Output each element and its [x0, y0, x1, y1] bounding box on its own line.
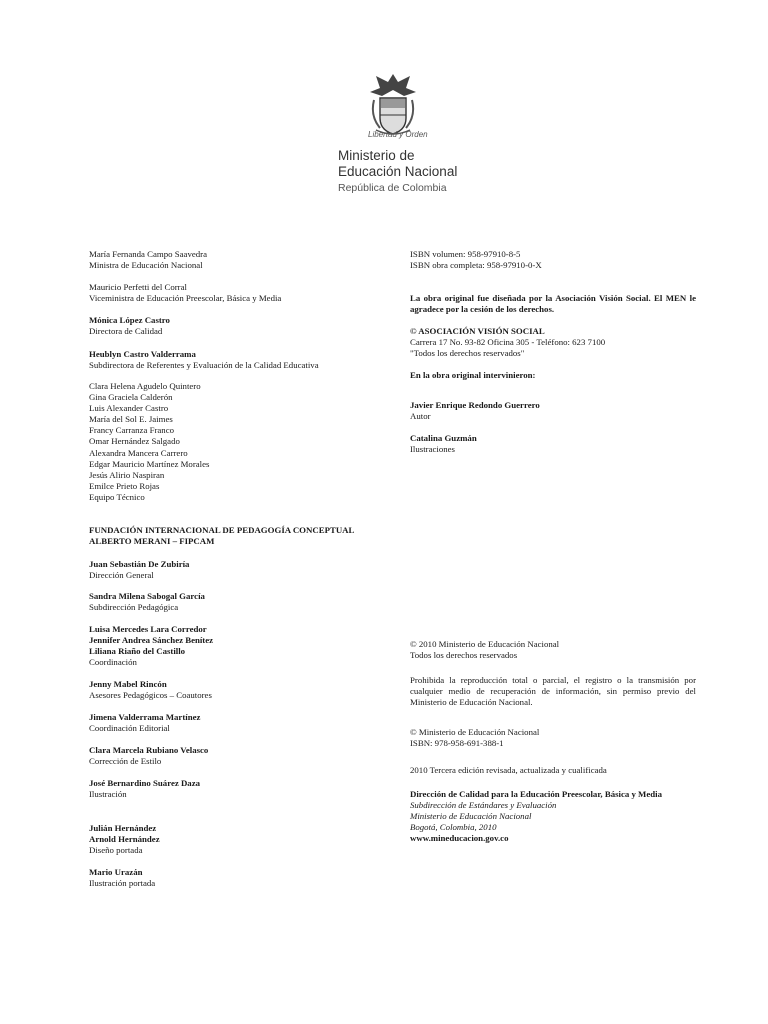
credit-role: Coordinación [89, 657, 137, 668]
credit-block [89, 624, 389, 668]
team-member: Gina Graciela Calderón [89, 392, 173, 403]
publication-place: Bogotá, Colombia, 2010 [410, 822, 497, 833]
team-member: Clara Helena Agudelo Quintero [89, 381, 201, 391]
ministry-line-1: Ministerio de [338, 148, 415, 163]
reproduction-notice: Prohibida la reproducción total o parcial, el registro o la transmisión por cualquier medio de recuperación de información, sin permiso previo del Ministerio de Educación Nacional. [410, 675, 696, 708]
subdirector-role: Subdirectora de Referentes y Evaluación de la Calidad Educativa [89, 360, 319, 371]
subdirector-name: Heublyn Castro Valderrama [89, 349, 196, 359]
illustrator-role: Ilustraciones [410, 444, 455, 455]
team-member: Edgar Mauricio Martínez Morales [89, 458, 210, 469]
author-role: Autor [410, 411, 431, 422]
team-member: Omar Hernández Salgado [89, 436, 180, 447]
original-design-note: La obra original fue diseñada por la Asociación Visión Social. El MEN le agradece por la cesión de los derechos. [410, 293, 696, 315]
credit-role: Ilustración [89, 789, 127, 800]
team-member: Jesús Alirio Naspiran [89, 469, 165, 480]
publisher-ministry: Ministerio de Educación Nacional [410, 811, 532, 822]
motto: Libertad y Orden [368, 130, 428, 139]
team-member: Emilce Prieto Rojas [89, 480, 160, 491]
fipcam-line-2: ALBERTO MERANI – FIPCAM [89, 536, 215, 547]
illustrator-block [410, 433, 696, 455]
men-copyright-block [410, 727, 696, 749]
association-rights: "Todos los derechos reservados" [410, 348, 525, 359]
standards-subdirection: Subdirección de Estándares y Evaluación [410, 800, 557, 811]
edition-note: 2010 Tercera edición revisada, actualizada y cualificada [410, 765, 607, 775]
website-link[interactable]: www.mineducacion.gov.co [410, 833, 509, 844]
ministry-line-3: República de Colombia [338, 182, 447, 194]
rights-reserved: Todos los derechos reservados [410, 650, 518, 661]
quality-direction: Dirección de Calidad para la Educación Preescolar, Básica y Media [410, 789, 663, 799]
association-block [410, 326, 696, 359]
credit-block [89, 712, 389, 734]
credit-name: Arnold Hernández [89, 834, 160, 845]
credit-role: Asesores Pedagógicos – Coautores [89, 690, 212, 701]
credit-block [89, 778, 389, 800]
credit-block [89, 823, 389, 856]
credit-block [89, 679, 389, 701]
copyright-line: © 2010 Ministerio de Educación Nacional [410, 639, 560, 649]
team-member: Francy Carranza Franco [89, 425, 174, 436]
quality-director-block [89, 315, 389, 337]
team-label: Equipo Técnico [89, 491, 145, 502]
fipcam-line-1: FUNDACIÓN INTERNACIONAL DE PEDAGOGÍA CONCEPTUAL [89, 525, 355, 535]
fipcam-heading [89, 525, 389, 547]
intervened-heading: En la obra original intervinieron: [410, 370, 536, 380]
subdirector-block [89, 349, 389, 371]
credit-name: Juan Sebastián De Zubiría [89, 559, 190, 569]
ministry-line-2: Educación Nacional [338, 164, 458, 179]
credit-role: Dirección General [89, 570, 154, 581]
quality-director-name: Mónica López Castro [89, 315, 170, 325]
team-member: Alexandra Mancera Carrero [89, 447, 188, 458]
minister-name: María Fernanda Campo Saavedra [89, 249, 207, 259]
credit-name: Liliana Riaño del Castillo [89, 646, 186, 657]
credit-role: Subdirección Pedagógica [89, 602, 179, 613]
credit-role: Coordinación Editorial [89, 723, 170, 734]
copyright-block [410, 639, 696, 661]
credit-name: Luisa Mercedes Lara Corredor [89, 624, 207, 634]
technical-team-list [89, 381, 389, 503]
credit-role: Corrección de Estilo [89, 756, 162, 767]
isbn-block [410, 249, 696, 271]
credit-name: Jimena Valderrama Martínez [89, 712, 201, 722]
men-isbn: ISBN: 978-958-691-388-1 [410, 738, 504, 749]
team-member: María del Sol E. Jaimes [89, 414, 173, 425]
viceminister-block [89, 282, 389, 304]
viceminister-role: Viceministra de Educación Preescolar, Básica y Media [89, 293, 282, 304]
minister-role: Ministra de Educación Nacional [89, 260, 203, 271]
credit-name: Jenny Mabel Rincón [89, 679, 167, 689]
publisher-block [410, 789, 696, 844]
team-member: Luis Alexander Castro [89, 403, 169, 414]
ministry-title [338, 148, 457, 196]
credit-name: Sandra Milena Sabogal García [89, 591, 205, 601]
credit-block [89, 745, 389, 767]
author-name: Javier Enrique Redondo Guerrero [410, 400, 540, 410]
isbn-complete: ISBN obra completa: 958-97910-0-X [410, 260, 542, 271]
credit-role: Ilustración portada [89, 878, 156, 889]
credit-name: Jennifer Andrea Sánchez Benítez [89, 635, 214, 646]
isbn-volume: ISBN volumen: 958-97910-8-5 [410, 249, 521, 259]
credit-name: Mario Urazán [89, 867, 143, 877]
credit-block [89, 559, 389, 581]
credit-role: Diseño portada [89, 845, 143, 856]
credit-block [89, 867, 389, 889]
credit-name: Clara Marcela Rubiano Velasco [89, 745, 209, 755]
viceminister-name: Mauricio Perfetti del Corral [89, 282, 187, 292]
credit-name: José Bernardino Suárez Daza [89, 778, 201, 788]
quality-director-role: Directora de Calidad [89, 326, 163, 337]
author-block [410, 400, 696, 422]
association-name: © ASOCIACIÓN VISIÓN SOCIAL [410, 326, 545, 336]
men-copyright: © Ministerio de Educación Nacional [410, 727, 540, 737]
association-address: Carrera 17 No. 93-82 Oficina 305 - Teléfono: 623 7100 [410, 337, 606, 348]
credit-block [89, 591, 389, 613]
illustrator-name: Catalina Guzmán [410, 433, 477, 443]
credit-name: Julián Hernández [89, 823, 157, 833]
minister-block [89, 249, 389, 271]
